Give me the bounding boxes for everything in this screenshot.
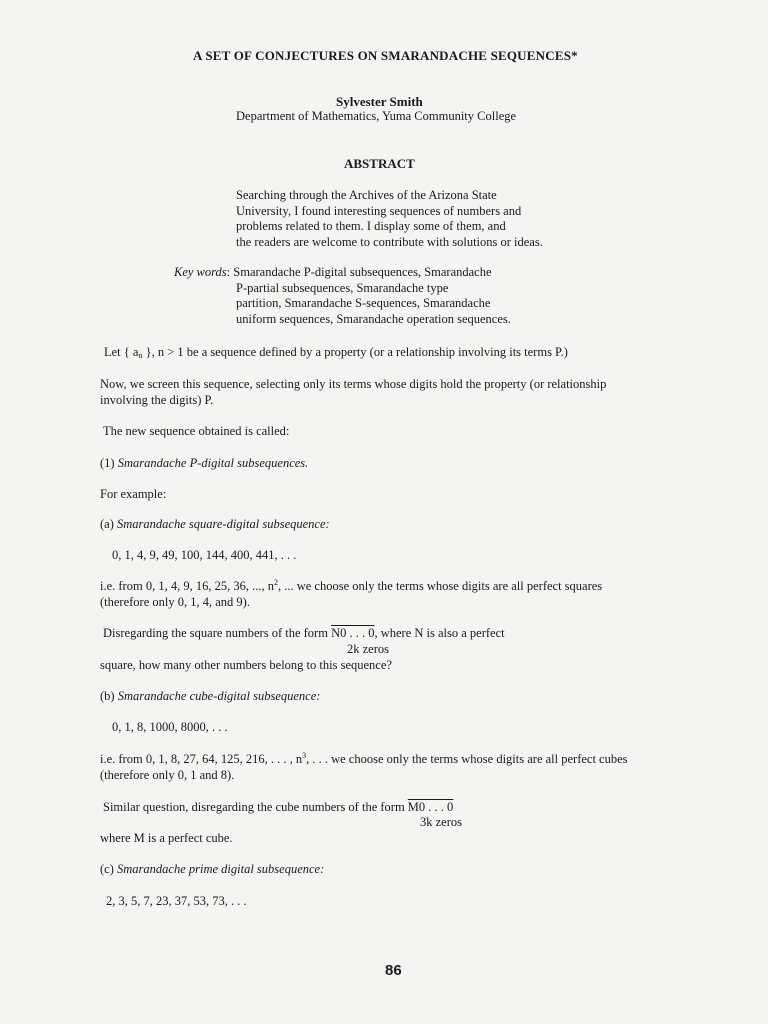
form-annotation-b: 3k zeros — [420, 815, 462, 829]
author-name: Sylvester Smith — [336, 94, 423, 109]
text-line: involving the digits) P. — [100, 392, 214, 407]
explanation-a — [100, 579, 602, 610]
paragraph-let — [104, 345, 568, 361]
text-run: , ... we choose only the terms whose digits are all perfect squares — [277, 579, 603, 593]
superscript: 2 — [273, 578, 278, 587]
text-line: Now, we screen this sequence, selecting only its terms whose digits hold the property (or relationship — [100, 377, 607, 391]
paragraph-now — [100, 377, 606, 408]
keywords-line: uniform sequences, Smarandache operation sequences. — [236, 311, 511, 326]
item-label: Smarandache cube-digital subsequence: — [117, 689, 321, 703]
form-annotation-a: 2k zeros — [347, 642, 389, 656]
abstract-line: problems related to them. I display some of them, and — [236, 219, 506, 233]
item-b — [100, 689, 320, 705]
explanation-b — [100, 752, 628, 783]
text-run: Let { a — [104, 345, 139, 359]
text-line: (therefore only 0, 1 and 8). — [100, 767, 235, 782]
question-a — [103, 626, 505, 642]
text-run: i.e. from 0, 1, 4, 9, 16, 25, 36, ..., n — [100, 579, 274, 593]
keywords-line: partition, Smarandache S-sequences, Smarandache — [236, 296, 491, 310]
text-run: }, n > 1 be a sequence defined by a property (or a relationship involving its terms P.) — [142, 345, 568, 359]
page-number: 86 — [385, 962, 402, 979]
keywords-continuation — [236, 281, 511, 328]
abstract-line: the readers are welcome to contribute with solutions or ideas. — [236, 234, 543, 249]
question-a-continued: square, how many other numbers belong to this sequence? — [100, 658, 392, 672]
keywords-line: P-partial subsequences, Smarandache type — [236, 280, 449, 295]
sequence-c: 2, 3, 5, 7, 23, 37, 53, 73, . . . — [106, 894, 247, 908]
item-number: (a) — [100, 517, 117, 531]
sequence-b: 0, 1, 8, 1000, 8000, . . . — [112, 720, 228, 734]
item-number: (b) — [100, 689, 118, 703]
abstract-heading: ABSTRACT — [344, 156, 415, 171]
item-a — [100, 517, 330, 533]
superscript: 3 — [302, 751, 307, 760]
text-run: i.e. from 0, 1, 8, 27, 64, 125, 216, . . . , n — [100, 752, 303, 766]
sequence-a: 0, 1, 4, 9, 49, 100, 144, 400, 441, . . . — [112, 548, 297, 562]
item-label: Smarandache P-digital subsequences. — [117, 456, 309, 470]
keywords-label: Key words — [174, 265, 227, 279]
keywords-block — [174, 265, 492, 281]
text-run: , . . . we choose only the terms whose digits are all perfect cubes — [306, 752, 628, 766]
item-label: Smarandache square-digital subsequence: — [117, 517, 330, 531]
abstract-body — [236, 188, 543, 250]
paragraph-new-sequence: The new sequence obtained is called: — [103, 424, 290, 438]
item-label: Smarandache prime digital subsequence: — [117, 862, 325, 876]
question-b-continued: where M is a perfect cube. — [100, 831, 233, 845]
for-example: For example: — [100, 487, 167, 501]
text-run: Disregarding the square numbers of the form — [103, 626, 332, 640]
paper-title: A SET OF CONJECTURES ON SMARANDACHE SEQUENCES* — [193, 48, 578, 63]
item-number: (1) — [100, 456, 118, 470]
number-form: M0 . . . 0 — [407, 800, 454, 814]
number-form: N0 . . . 0 — [331, 626, 375, 640]
text-run: Similar question, disregarding the cube numbers of the form — [103, 800, 408, 814]
item-1 — [100, 456, 308, 472]
abstract-line: Searching through the Archives of the Arizona State — [236, 188, 497, 202]
text-line: (therefore only 0, 1, 4, and 9). — [100, 594, 250, 609]
text-run: , where N is also a perfect — [374, 626, 505, 640]
item-number: (c) — [100, 862, 117, 876]
abstract-line: University, I found interesting sequences of numbers and — [236, 203, 522, 218]
subscript: n — [138, 351, 143, 360]
item-c — [100, 862, 324, 878]
keywords-line: : Smarandache P-digital subsequences, Smarandache — [226, 265, 492, 279]
question-b — [103, 800, 453, 816]
author-affiliation: Department of Mathematics, Yuma Community College — [236, 109, 517, 123]
